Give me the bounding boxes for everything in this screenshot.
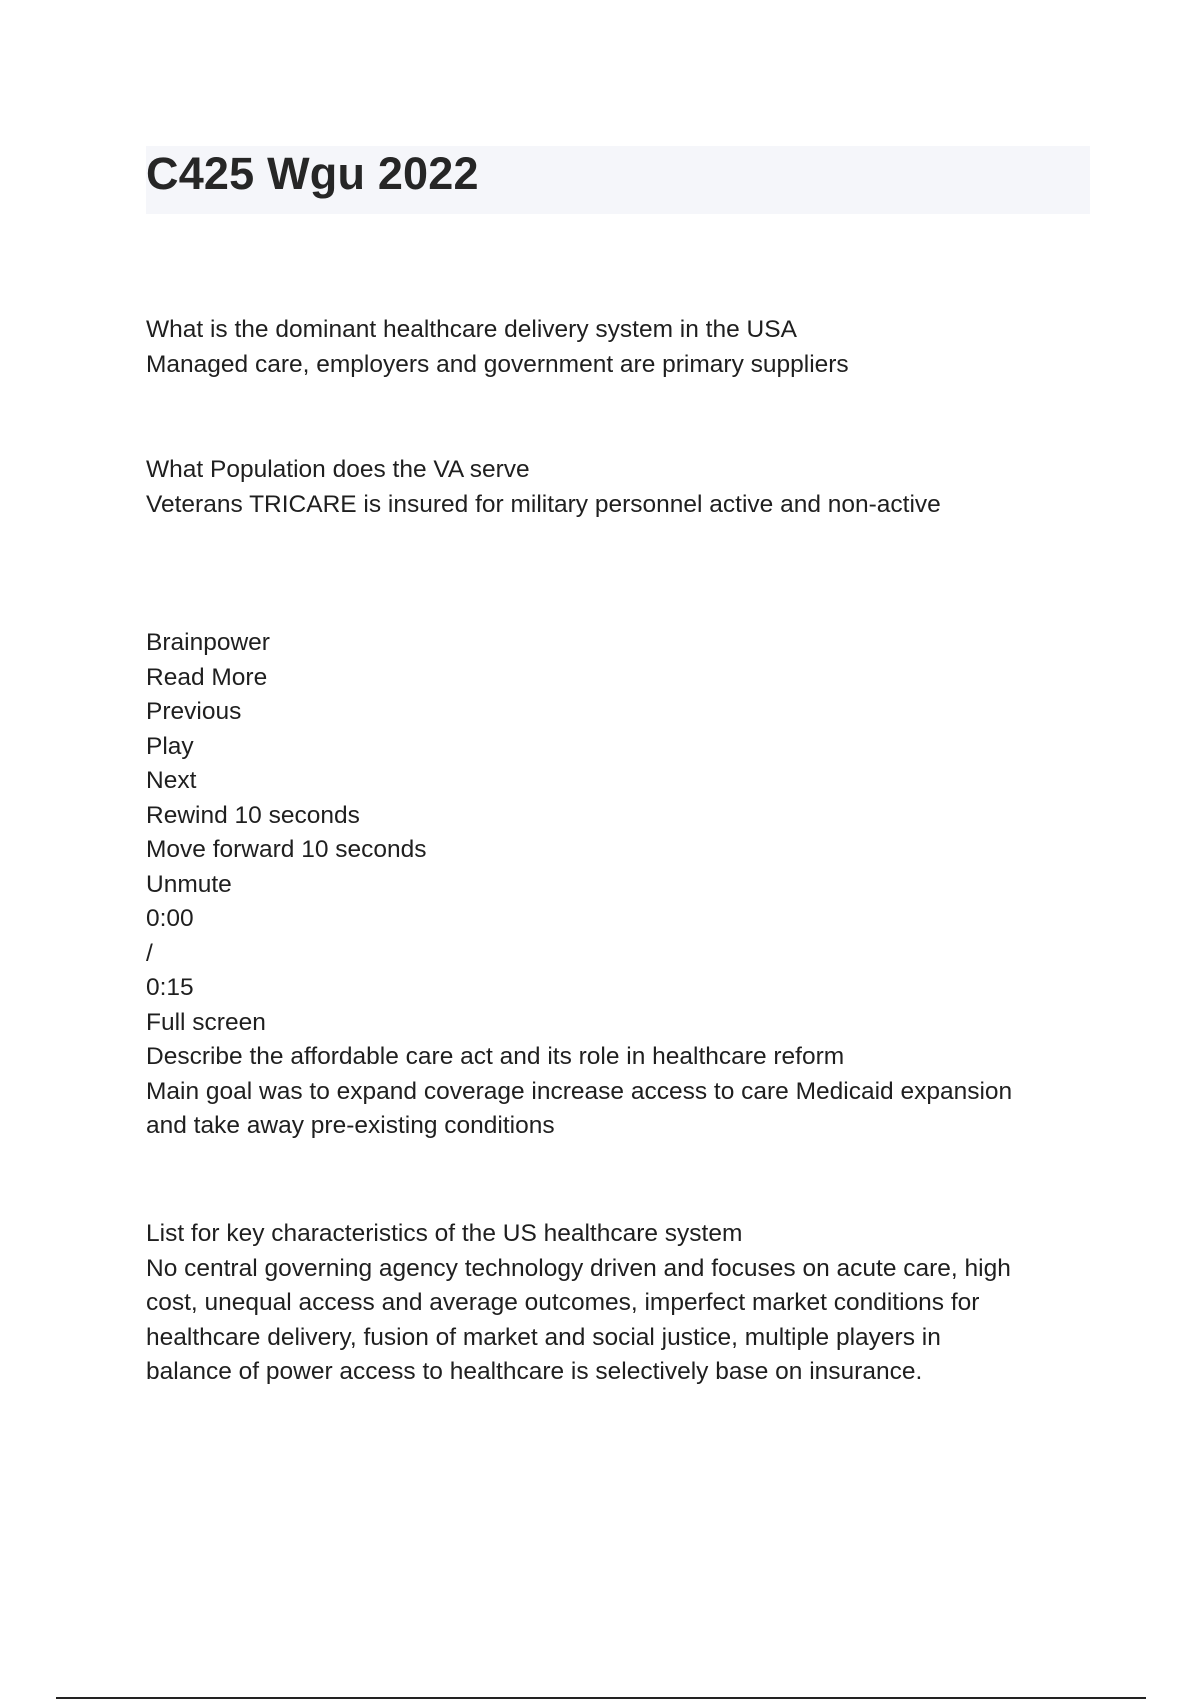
answer-text: Main goal was to expand coverage increase access to care Medicaid expansion bbox=[146, 1077, 1013, 1105]
question-text: Describe the affordable care act and its role in healthcare reform bbox=[146, 1043, 845, 1070]
previous-button[interactable]: Previous bbox=[146, 698, 242, 725]
answer-text: Veterans TRICARE is insured for military personnel active and non-active bbox=[146, 490, 941, 518]
next-button[interactable]: Next bbox=[146, 767, 197, 794]
question-text: What Population does the VA serve bbox=[146, 456, 530, 483]
question-text: List for key characteristics of the US healthcare system bbox=[146, 1220, 743, 1247]
current-time: 0:00 bbox=[146, 905, 194, 932]
qa-block bbox=[146, 626, 1086, 1144]
question-text: What is the dominant healthcare delivery system in the USA bbox=[146, 316, 797, 343]
answer-text: and take away pre-existing conditions bbox=[146, 1112, 555, 1139]
read-more-link[interactable]: Read More bbox=[146, 663, 268, 691]
answer-text: cost, unequal access and average outcomes, imperfect market conditions for bbox=[146, 1289, 980, 1316]
play-button[interactable]: Play bbox=[146, 732, 194, 760]
fullscreen-button[interactable]: Full screen bbox=[146, 1008, 266, 1036]
qa-block bbox=[146, 453, 1086, 522]
unmute-button[interactable]: Unmute bbox=[146, 870, 232, 898]
rewind-button[interactable]: Rewind 10 seconds bbox=[146, 801, 360, 829]
duration-time: 0:15 bbox=[146, 974, 194, 1001]
answer-text: No central governing agency technology driven and focuses on acute care, high bbox=[146, 1254, 1011, 1282]
qa-block bbox=[146, 313, 1086, 382]
answer-text: balance of power access to healthcare is selectively base on insurance. bbox=[146, 1358, 923, 1385]
page-title: C425 Wgu 2022 bbox=[146, 148, 479, 199]
forward-button[interactable]: Move forward 10 seconds bbox=[146, 836, 427, 863]
answer-text: healthcare delivery, fusion of market and social justice, multiple players in bbox=[146, 1323, 941, 1351]
page-bottom-rule bbox=[56, 1697, 1146, 1699]
player-brand-text: Brainpower bbox=[146, 629, 270, 656]
answer-text: Managed care, employers and government are primary suppliers bbox=[146, 350, 849, 378]
time-separator: / bbox=[146, 939, 153, 967]
qa-block bbox=[146, 1217, 1086, 1390]
